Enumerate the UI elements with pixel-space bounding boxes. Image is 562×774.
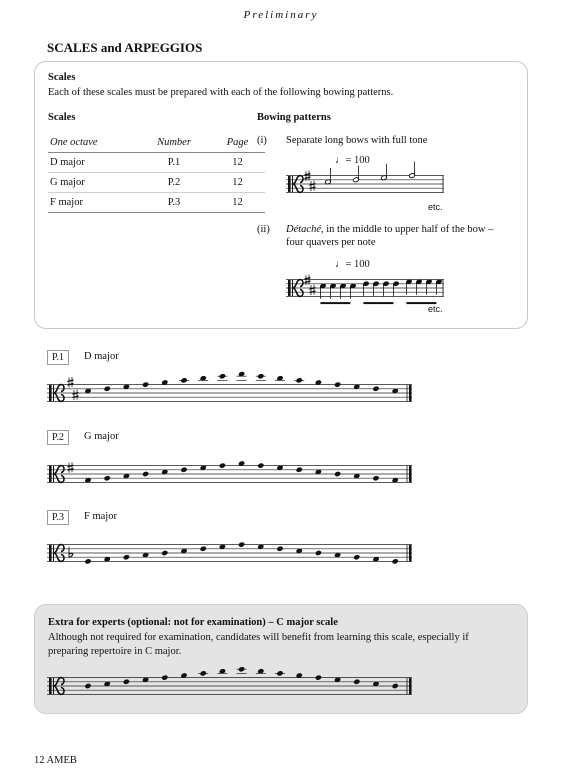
scale-note (123, 679, 130, 685)
bowing-item-1-text: Separate long bows with full tone (286, 135, 428, 146)
col-header-number: Number (138, 133, 210, 153)
scale-note (142, 382, 149, 388)
scale-note (161, 550, 168, 556)
table-cell: F major (48, 193, 138, 213)
scale-name-g-major: G major (84, 431, 119, 442)
scale-note (315, 675, 322, 681)
alto-clef-icon (49, 385, 52, 402)
extra-title: Extra for experts (optional: not for examination) – C major scale (48, 617, 338, 628)
scale-note (161, 675, 168, 681)
col-header-one-octave: One octave (48, 133, 138, 153)
scale-note (296, 467, 303, 473)
publisher: AMEB (46, 755, 77, 766)
scale-note (181, 467, 188, 473)
final-barline (409, 678, 412, 695)
scale-tag-p3: P.3 (47, 510, 69, 525)
scale-note (373, 475, 380, 481)
page-number: 12 (34, 755, 45, 766)
scales-intro: Each of these scales must be prepared with each of the following bowing patterns. (48, 87, 394, 98)
table-cell: 12 (210, 153, 265, 173)
scale-note (238, 666, 245, 672)
bowing-item-2-text: Détaché, in the middle to upper half of the bow – (286, 224, 494, 235)
scale-name-f-major: F major (84, 511, 117, 522)
etc-2: etc. (428, 304, 443, 314)
table-cell: P.3 (138, 193, 210, 213)
table-cell: P.1 (138, 153, 210, 173)
sharp-icon (68, 380, 74, 381)
scale-note (200, 546, 207, 552)
scale-note (257, 373, 264, 379)
scale-note (123, 554, 130, 560)
col-header-page: Page (210, 133, 265, 153)
scale-note (257, 463, 264, 469)
alto-clef-icon (49, 466, 52, 483)
scale-tag-p2: P.2 (47, 430, 69, 445)
bowing-item-2-text-line2: four quavers per note (286, 237, 376, 248)
final-barline (409, 466, 412, 483)
table-cell: 12 (210, 193, 265, 213)
table-cell: P.2 (138, 173, 210, 193)
scale-note (334, 382, 341, 388)
extra-text-line2: preparing repertoire in C major. (48, 646, 182, 657)
alto-clef-icon (53, 385, 54, 402)
crotchet-icon: ♩ (335, 259, 346, 270)
scale-note (238, 542, 245, 548)
beam (406, 302, 436, 304)
etc-1: etc. (428, 202, 443, 212)
scale-note (104, 475, 111, 481)
sharp-icon (305, 281, 311, 282)
alto-clef-icon (53, 678, 54, 695)
scales-box-title: Scales (48, 72, 76, 83)
bowing-item-1-num: (i) (257, 135, 267, 146)
alto-clef-icon (53, 545, 54, 562)
scale-note (219, 373, 226, 379)
scale-note (315, 550, 322, 556)
final-barline (409, 385, 412, 402)
alto-clef-icon (53, 466, 54, 483)
extra-text-line1: Although not required for examination, candidates will benefit from learning this scale, especially if (48, 632, 469, 643)
table-cell: D major (48, 153, 138, 173)
table-cell: 12 (210, 173, 265, 193)
page-footer (34, 755, 77, 766)
alto-clef-icon (49, 678, 52, 695)
scale-note (104, 386, 111, 392)
scale-note (200, 671, 207, 677)
table-cell: G major (48, 173, 138, 193)
bowing-heading: Bowing patterns (257, 112, 331, 123)
final-barline (409, 545, 412, 562)
scale-note (219, 463, 226, 469)
scale-name-d-major: D major (84, 351, 119, 362)
sharp-icon (305, 174, 311, 175)
tempo-marking-1: ♩= 100 (335, 155, 370, 166)
scale-tag-p1: P.1 (47, 350, 69, 365)
scale-note (353, 679, 360, 685)
scale-note (85, 683, 92, 689)
tempo-marking-2: ♩= 100 (335, 259, 370, 270)
alto-clef-icon (292, 176, 293, 193)
alto-clef-icon (288, 280, 291, 297)
scale-note (373, 386, 380, 392)
page-heading: SCALES and ARPEGGIOS (47, 40, 203, 55)
alto-clef-icon (49, 545, 52, 562)
alto-clef-icon (288, 176, 291, 193)
alto-clef-icon (292, 280, 293, 297)
bowing-item-2-num: (ii) (257, 224, 270, 235)
scale-note (277, 546, 284, 552)
scale-note (296, 378, 303, 384)
scale-note (334, 471, 341, 477)
scale-note (392, 683, 399, 689)
running-head: Preliminary (243, 9, 319, 21)
crotchet-icon: ♩ (335, 155, 346, 166)
sharp-icon (305, 278, 311, 279)
scale-note (142, 471, 149, 477)
beam (320, 302, 350, 304)
beam (363, 302, 393, 304)
scale-note (353, 554, 360, 560)
scale-note (277, 671, 284, 677)
scales-subheading: Scales (48, 112, 76, 123)
scale-note (392, 559, 399, 565)
sharp-icon (305, 177, 311, 178)
scale-note (85, 559, 92, 565)
scale-note (181, 378, 188, 384)
